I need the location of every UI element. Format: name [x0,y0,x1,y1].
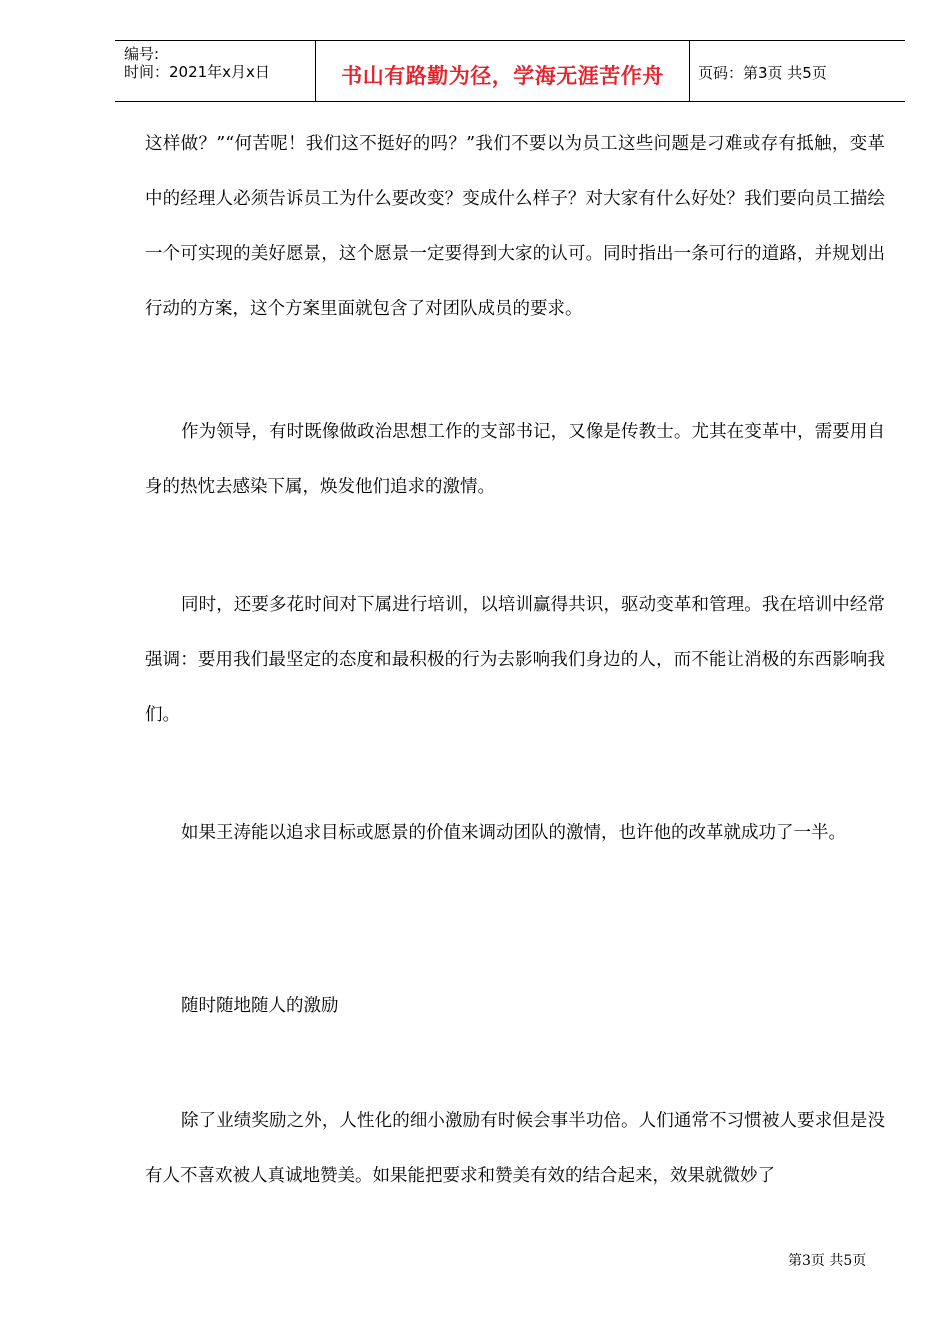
paragraph-1: 这样做？”“何苦呢！我们这不挺好的吗？”我们不要以为员工这些问题是刁难或存有抵触，变革中的经理人必须告诉员工为什么要改变？变成什么样子？对大家有什么好处？我们要向员工描绘一个可实现的美好愿景，这个愿景一定要得到大家的认可。同时指出一条可行的道路，并规划出行动的方案，这个方案里面就包含了对团队成员的要求。 [145,134,885,319]
date-label: 时间：2021年x月x日 [124,63,270,81]
paragraph-2: 作为领导，有时既像做政治思想工作的支部书记，又像是传教士。尤其在变革中，需要用自身的热忱去感染下属，焕发他们追求的激情。 [145,422,885,497]
header-motto: 书山有路勤为径，学海无涯苦作舟 [341,64,664,88]
paragraph-3: 同时，还要多花时间对下属进行培训，以培训赢得共识，驱动变革和管理。我在培训中经常强调：要用我们最坚定的态度和最积极的行为去影响我们身边的人，而不能让消极的东西影响我们。 [145,595,885,725]
header-page-cell [690,41,905,101]
section-heading: 随时随地随人的激励 [181,996,339,1016]
paragraph-5: 除了业绩奖励之外，人性化的细小激励有时候会事半功倍。人们通常不习惯被人要求但是没有人不喜欢被人真诚地赞美。如果能把要求和赞美有效的结合起来，效果就微妙了 [145,1111,885,1186]
header-motto-cell [316,41,690,101]
footer-page-number: 第3页 共5页 [788,1253,867,1269]
header-page-info: 页码：第3页 共5页 [698,64,827,82]
serial-number-label: 编号: [124,45,160,63]
document-header [115,40,905,102]
paragraph-4: 如果王涛能以追求目标或愿景的价值来调动团队的激情，也许他的改革就成功了一半。 [181,823,846,843]
header-meta-cell [115,41,316,101]
